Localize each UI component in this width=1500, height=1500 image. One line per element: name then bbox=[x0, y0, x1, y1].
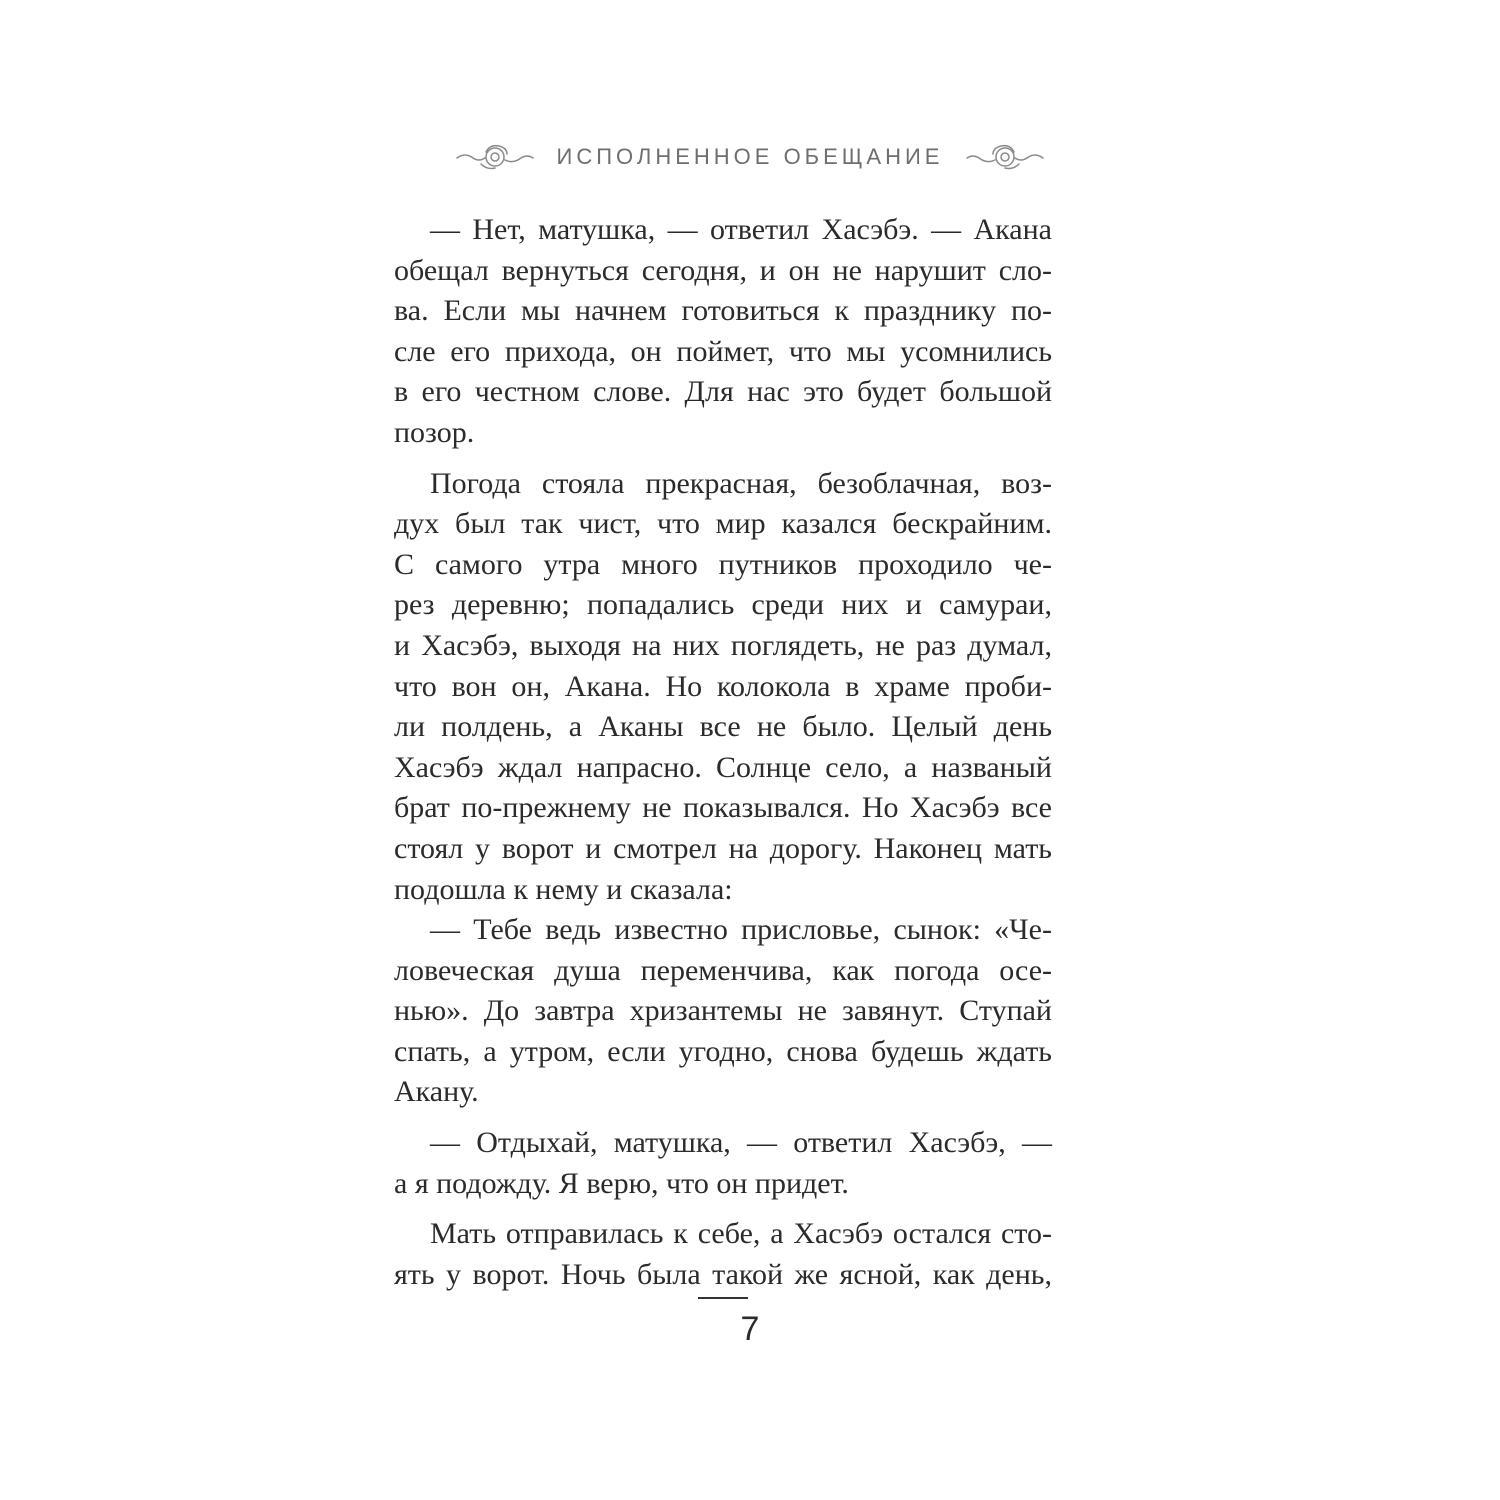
paragraph-gap bbox=[394, 1113, 1052, 1123]
text-line: позор. bbox=[394, 415, 475, 449]
text-line: Мать отправилась к себе, а Хасэбэ остался сто- bbox=[430, 1217, 1052, 1251]
text-line: ловеческая душа переменчива, как погода осе- bbox=[394, 953, 1052, 987]
paragraph-gap bbox=[394, 1204, 1052, 1214]
text-line: — Тебе ведь известно присловье, сынок: «Че- bbox=[430, 913, 1052, 947]
text-line: Погода стояла прекрасная, безоблачная, воз- bbox=[430, 466, 1052, 500]
text-line: рез деревню; попадались среди них и самураи, bbox=[394, 588, 1052, 622]
text-line: сле его прихода, он поймет, что мы усомнились bbox=[394, 334, 1052, 368]
text-line: обещал вернуться сегодня, и он не нарушит сло- bbox=[394, 253, 1052, 287]
body-text bbox=[394, 210, 1052, 1295]
cloud-scroll-ornament-icon bbox=[455, 140, 535, 174]
text-line: что вон он, Акана. Но колокола в храме проби- bbox=[394, 669, 1052, 703]
text-line: С самого утра много путников проходило че- bbox=[394, 547, 1052, 581]
page-number: 7 bbox=[740, 1310, 760, 1348]
text-line: — Отдыхай, матушка, — ответил Хасэбэ, — bbox=[430, 1126, 1052, 1160]
running-header bbox=[0, 132, 1500, 182]
text-line: Хасэбэ ждал напрасно. Солнце село, а названый bbox=[394, 750, 1052, 784]
text-line: спать, а утром, если угодно, снова будешь ждать bbox=[394, 1034, 1052, 1068]
text-line: брат по-прежнему не показывался. Но Хасэбэ все bbox=[394, 791, 1052, 825]
folio-rule bbox=[698, 1297, 748, 1299]
text-line: и Хасэбэ, выходя на них поглядеть, не раз думал, bbox=[394, 628, 1052, 662]
text-line: — Нет, матушка, — ответил Хасэбэ. — Акана bbox=[430, 213, 1052, 246]
text-line: нью». До завтра хризантемы не завянут. Ступай bbox=[394, 994, 1052, 1028]
cloud-scroll-ornament-icon bbox=[965, 140, 1045, 174]
text-line: ва. Если мы начнем готовиться к празднику по- bbox=[394, 294, 1052, 328]
text-line: Акану. bbox=[394, 1075, 479, 1109]
text-line: подошла к нему и сказала: bbox=[394, 872, 733, 906]
text-line: а я подожду. Я верю, что он придет. bbox=[394, 1166, 849, 1200]
running-title: ИСПОЛНЕННОЕ ОБЕЩАНИЕ bbox=[556, 144, 944, 169]
text-line: ли полдень, а Аканы все не было. Целый день bbox=[394, 710, 1052, 744]
paragraph-gap bbox=[394, 454, 1052, 464]
text-line: дух был так чист, что мир казался бескрайним. bbox=[394, 507, 1052, 541]
text-line: стоял у ворот и смотрел на дорогу. Наконец мать bbox=[394, 831, 1052, 865]
text-line: ять у ворот. Ночь была такой же ясной, как день, bbox=[394, 1257, 1052, 1291]
text-line: в его честном слове. Для нас это будет большой bbox=[394, 375, 1052, 409]
